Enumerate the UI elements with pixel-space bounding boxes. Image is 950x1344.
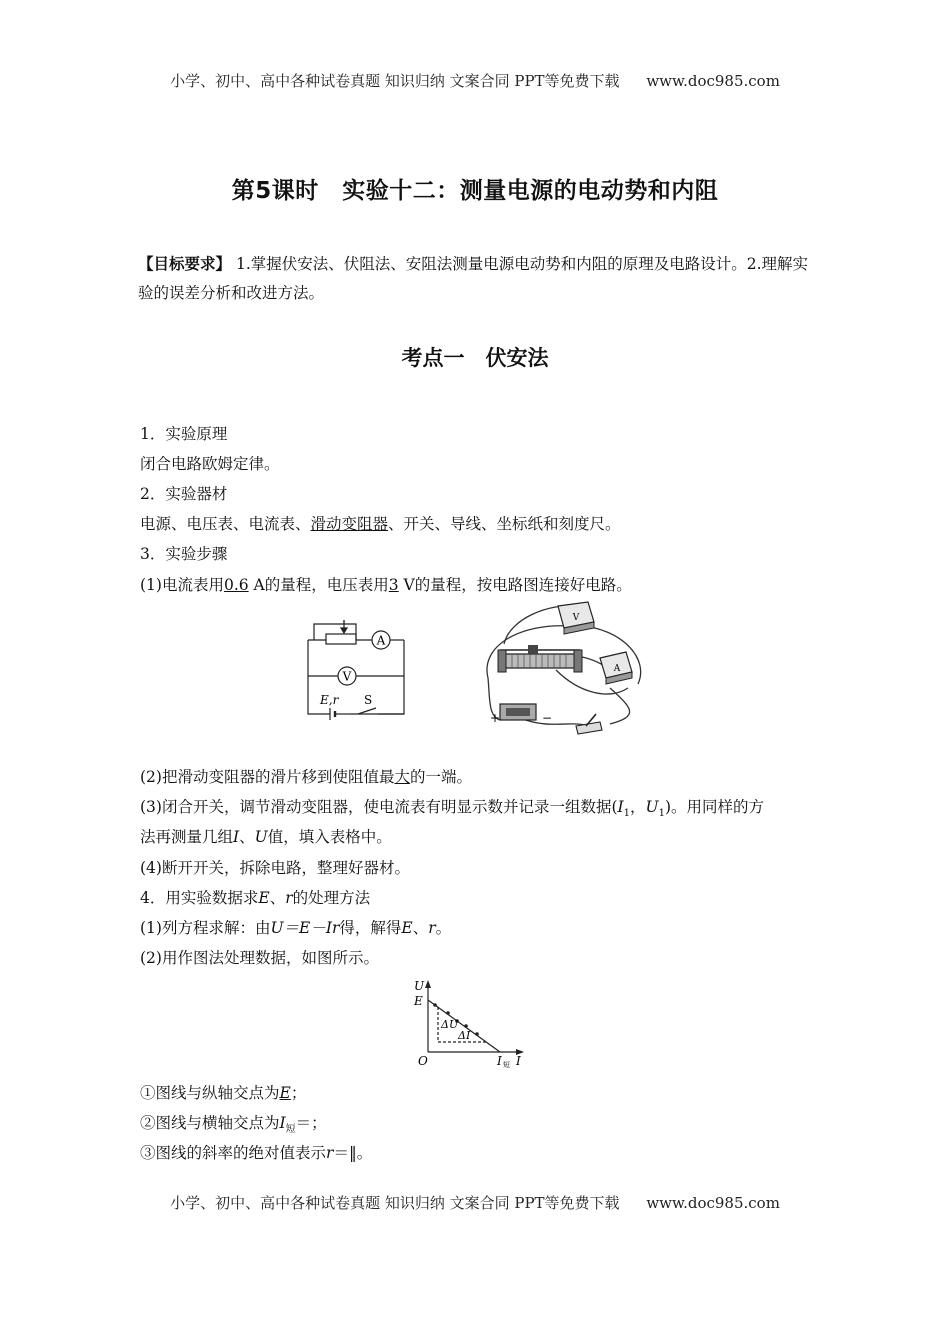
- heading-principle: 1．实验原理: [140, 425, 228, 443]
- step-1-a: (1)电流表用: [140, 576, 224, 594]
- goal-block: [138, 250, 818, 308]
- switch-label: S: [364, 693, 373, 707]
- graph-ylabel: U: [414, 979, 425, 993]
- goal-text: 1.掌握伏安法、伏阻法、安阻法测量电源电动势和内阻的原理及电路设计。2.理解实验的误差分析和改进方法。: [138, 255, 809, 302]
- conclusion-2-sub: 短: [285, 1124, 296, 1136]
- methods-E: E: [258, 889, 270, 907]
- methods-a: 4．用实验数据求: [140, 889, 259, 907]
- apparatus-rheostat: [498, 645, 582, 672]
- equipment-underlined: 滑动变阻器: [310, 515, 389, 533]
- conclusion-1-a: ①图线与纵轴交点为: [140, 1084, 280, 1102]
- voltmeter-label: V: [342, 669, 352, 684]
- header-text: 小学、初中、高中各种试卷真题 知识归纳 文案合同 PPT等免费下载: [170, 72, 620, 90]
- goal-tag: 【目标要求】: [138, 255, 232, 273]
- ammeter-range: 0.6: [223, 576, 249, 594]
- method-1-equation: U＝E－Ir: [270, 919, 340, 937]
- page-title: 第5课时 实验十二：测量电源的电动势和内阻: [231, 178, 719, 204]
- voltmeter-range: 3: [388, 576, 399, 594]
- method-1-E: E: [401, 919, 413, 937]
- graph-origin: O: [418, 1054, 428, 1068]
- graph-dU: ΔU: [441, 1018, 459, 1031]
- method-2: (2)用作图法处理数据，如图所示。: [140, 949, 379, 967]
- method-1-r: r: [428, 919, 436, 937]
- step-3-var-I: I: [233, 828, 240, 846]
- equipment-text: [140, 512, 621, 534]
- graph-E-label: E: [414, 994, 423, 1008]
- step-3-U: U: [645, 798, 659, 816]
- step-2-underlined: 大: [394, 768, 410, 786]
- apparatus-ammeter-label: A: [613, 664, 621, 674]
- step-3-d: 、: [239, 828, 255, 846]
- footer-text: 小学、初中、高中各种试卷真题 知识归纳 文案合同 PPT等免费下载: [170, 1194, 620, 1212]
- heading-steps: 3．实验步骤: [140, 545, 228, 563]
- step-1: [140, 573, 632, 595]
- apparatus-illustration: [460, 598, 670, 738]
- step-3-e: 值，填入表格中。: [267, 828, 392, 846]
- apparatus-battery: [490, 704, 552, 725]
- methods-r: r: [285, 889, 293, 907]
- method-1: [140, 916, 451, 938]
- method-1-sep: 、: [412, 919, 429, 937]
- circuit-diagram: [300, 610, 415, 722]
- step-3-cont: [140, 825, 392, 847]
- methods-b: 的处理方法: [292, 889, 371, 907]
- header-site: www.doc985.com: [646, 72, 780, 90]
- step-3-sub1: 1: [623, 808, 631, 820]
- step-2-a: (2)把滑动变阻器的滑片移到使阻值最: [140, 768, 395, 786]
- apparatus-minus: −: [542, 711, 553, 725]
- method-1-a: (1)列方程求解：由: [140, 919, 271, 937]
- step-3: [140, 795, 764, 819]
- conclusion-2-a: ②图线与横轴交点为: [140, 1114, 280, 1132]
- equipment-text-b: 、开关、导线、坐标纸和刻度尺。: [388, 515, 621, 533]
- step-2-b: 的一端。: [409, 768, 472, 786]
- method-1-end: 。: [435, 919, 452, 937]
- source-label: E,r: [320, 693, 339, 707]
- apparatus-plus: +: [490, 711, 501, 725]
- step-3-sep: ，: [630, 798, 646, 816]
- conclusion-2-b: ＝；: [295, 1114, 327, 1132]
- apparatus-voltmeter: [558, 602, 594, 634]
- method-1-b: 得，解得: [339, 919, 402, 937]
- graph-isc-label: I: [497, 1054, 502, 1068]
- apparatus-ammeter: [600, 652, 632, 684]
- step-1-c: V的量程，按电路图连接好电路。: [398, 576, 632, 594]
- conclusion-2: [140, 1111, 327, 1135]
- step-3-var-U: U: [254, 828, 268, 846]
- step-3-a: (3)闭合开关，调节滑动变阻器，使电流表有明显示数并记录一组数据(: [140, 798, 618, 816]
- page-footer: [0, 1192, 950, 1213]
- conclusion-1: [140, 1081, 306, 1103]
- graph-dI: ΔI: [458, 1029, 471, 1042]
- conclusion-3-a: ③图线的斜率的绝对值表示: [140, 1144, 327, 1162]
- conclusion-1-b: ；: [290, 1084, 307, 1102]
- apparatus-voltmeter-label: V: [572, 613, 580, 623]
- step-3-I: I: [617, 798, 624, 816]
- graph-isc-sub: 短: [503, 1061, 510, 1069]
- step-1-b: A的量程，电压表用: [248, 576, 389, 594]
- principle-text: 闭合电路欧姆定律。: [140, 455, 280, 473]
- page-header: [0, 70, 950, 91]
- conclusion-3: [140, 1141, 372, 1163]
- ui-graph: [408, 976, 528, 1070]
- step-4: (4)断开开关，拆除电路，整理好器材。: [140, 859, 410, 877]
- step-2: [140, 765, 472, 787]
- heading-equipment: 2．实验器材: [140, 485, 228, 503]
- conclusion-3-r: r: [326, 1144, 334, 1162]
- methods-sep: 、: [269, 889, 286, 907]
- footer-site: www.doc985.com: [646, 1194, 780, 1212]
- step-3-b: )。用同样的方: [664, 798, 765, 816]
- heading-methods: [140, 886, 370, 908]
- conclusion-2-I: I: [279, 1114, 286, 1132]
- graph-xlabel: I: [516, 1054, 521, 1068]
- step-3-sub2: 1: [658, 808, 665, 820]
- conclusion-1-E: E: [279, 1084, 291, 1102]
- conclusion-3-b: ＝‖。: [333, 1144, 373, 1162]
- ammeter-label: A: [376, 633, 386, 648]
- step-3-c: 法再测量几组: [140, 828, 234, 846]
- equipment-text-a: 电源、电压表、电流表、: [140, 515, 311, 533]
- section-title: 考点一 伏安法: [401, 346, 549, 370]
